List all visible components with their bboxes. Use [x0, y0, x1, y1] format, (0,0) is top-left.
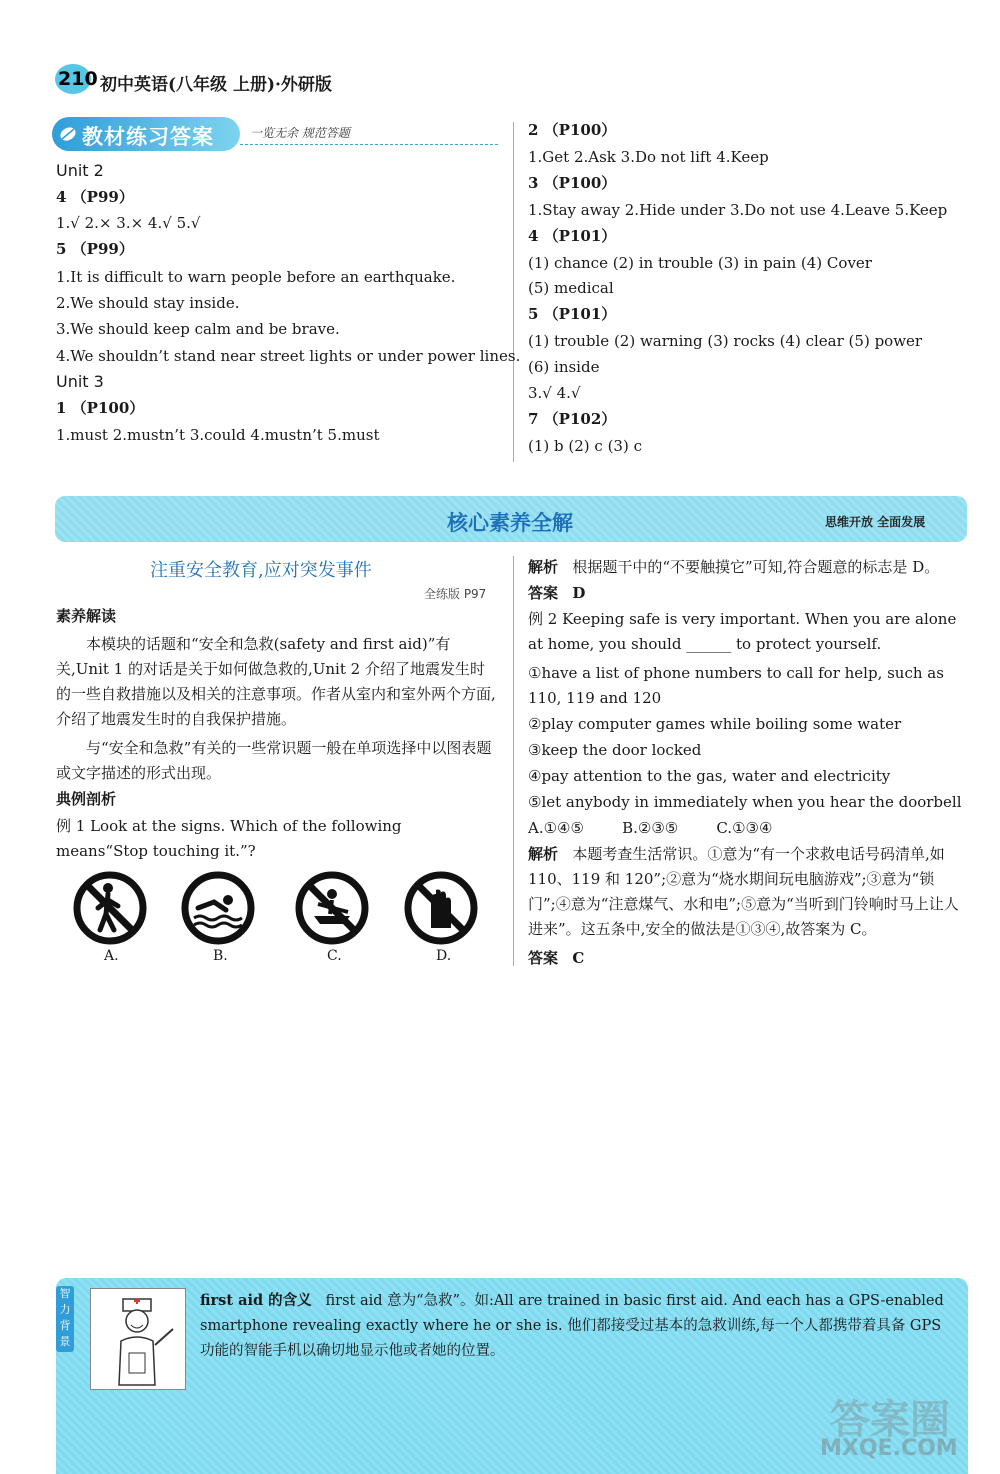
answer-line: 2.We should stay inside.	[56, 294, 240, 312]
answer-line: 1.must 2.mustn’t 3.could 4.mustn’t 5.must	[56, 426, 380, 444]
analysis-2	[528, 842, 968, 942]
answer-line: (5) medical	[528, 279, 614, 297]
page-number: 210	[58, 68, 98, 90]
answer-heading: 4 （P99）	[56, 188, 134, 206]
tip-body: first aid 意为“急救”。如:All are trained in basic first aid. And each has a GPS-enabled smartphone revealing exactly where he or she is. 他们都接受过基本的急救训练,每一个人都携带着具备 GPS 功能的智能手机以确切地显示他或者她的位置。	[200, 1293, 944, 1359]
unit-2-heading: Unit 2	[56, 161, 104, 180]
answer-line: 1.√ 2.× 3.× 4.√ 5.√	[56, 214, 201, 232]
answer-line: 3.√ 4.√	[528, 384, 581, 402]
answer-value: C	[572, 949, 585, 967]
answer-line: 3.We should keep calm and be brave.	[56, 320, 340, 338]
leaf-icon	[58, 124, 78, 144]
answer-line: 1.It is difficult to warn people before an earthquake.	[56, 268, 456, 286]
option-item: ②play computer games while boiling some water	[528, 715, 902, 733]
sign-label-a: A.	[104, 948, 119, 964]
doctor-illustration	[90, 1288, 186, 1390]
answer-heading: 2 （P100）	[528, 121, 617, 139]
answer-label: 答案	[528, 949, 559, 967]
answer-heading: 4 （P101）	[528, 227, 617, 245]
example-heading: 典例剖析	[56, 790, 117, 808]
case-title: 注重安全教育,应对突发事件	[150, 560, 372, 581]
answers-banner-title: 教材练习答案	[82, 125, 214, 149]
column-divider	[513, 122, 514, 462]
answer-label: 答案	[528, 584, 559, 602]
analysis-text: 根据题干中的“不要触摸它”可知,符合题意的标志是 D。	[572, 558, 940, 576]
sign-label-c: C.	[327, 948, 342, 964]
core-banner-subtitle: 思维开放 全面发展	[825, 515, 926, 529]
analysis-text: 本题考查生活常识。①意为“有一个求救电话号码清单,如 110、119 和 120”;②意为“烧水期间玩电脑游戏”;③意为“锁门”;④意为“注意煤气、水和电”;⑤意为“当听到门铃响时马上让人进来”。这五条中,安全的做法是①③④,故答案为 C。	[528, 845, 959, 938]
answer-heading: 5 （P99）	[56, 240, 134, 258]
option-item: ③keep the door locked	[528, 741, 702, 759]
no-walking-icon	[72, 870, 148, 946]
answer-heading: 1 （P100）	[56, 399, 145, 417]
sign-label-d: D.	[436, 948, 452, 964]
answers-banner-subtitle: 一览无余 规范答题	[250, 126, 350, 140]
reading-paragraph: 本模块的话题和“安全和急救(safety and first aid)”有关,Unit 1 的对话是关于如何做急救的,Unit 2 介绍了地震发生时的一些自救措施以及相关的注意事项。作者从室内和室外两个方面,介绍了地震发生时的自我保护措施。	[56, 635, 496, 728]
analysis-label: 解析	[528, 845, 559, 863]
example-1-question: 例 1 Look at the signs. Which of the following means“Stop touching it.”?	[56, 817, 402, 860]
dashed-divider	[240, 144, 498, 145]
unit-3-heading: Unit 3	[56, 372, 104, 391]
watermark-url: MXQE.COM	[820, 1436, 958, 1461]
analysis-label: 解析	[528, 558, 559, 576]
sign-label-b: B.	[213, 948, 228, 964]
answer-value: D	[572, 584, 586, 602]
case-reference: 全练版 P97	[424, 587, 487, 601]
core-banner-title: 核心素养全解	[447, 511, 573, 535]
column-divider	[513, 556, 514, 966]
option-item: ①have a list of phone numbers to call for help, such as 110, 119 and 120	[528, 664, 944, 707]
tip-title: first aid 的含义	[200, 1292, 312, 1309]
no-boating-icon	[294, 870, 370, 946]
tip-tab: 智力背景	[56, 1286, 74, 1352]
reading-paragraph: 与“安全和急救”有关的一些常识题一般在单项选择中以图表题或文字描述的形式出现。	[56, 739, 492, 782]
book-title: 初中英语(八年级 上册)·外研版	[100, 75, 332, 95]
choice-list: A.①④⑤ B.②③⑤ C.①③④	[528, 819, 773, 837]
no-touching-icon	[403, 870, 479, 946]
example-2-question: 例 2 Keeping safe is very important. When you are alone at home, you should ______ to protect yourself.	[528, 610, 957, 653]
answer-line: 1.Stay away 2.Hide under 3.Do not use 4.Leave 5.Keep	[528, 201, 948, 219]
answer-line: (1) chance (2) in trouble (3) in pain (4) Cover	[528, 254, 872, 272]
answer-line: (6) inside	[528, 358, 600, 376]
answer-line: 1.Get 2.Ask 3.Do not lift 4.Keep	[528, 148, 769, 166]
answer-heading: 7 （P102）	[528, 410, 617, 428]
answer-line: (1) trouble (2) warning (3) rocks (4) clear (5) power	[528, 332, 923, 350]
answer-heading: 5 （P101）	[528, 305, 617, 323]
option-item: ⑤let anybody in immediately when you hear the doorbell	[528, 793, 962, 811]
answer-heading: 3 （P100）	[528, 174, 617, 192]
watermark: 答案圈	[830, 1397, 950, 1443]
swimming-icon	[180, 870, 256, 946]
option-item: ④pay attention to the gas, water and electricity	[528, 767, 891, 785]
reading-heading: 素养解读	[56, 607, 117, 625]
answer-line: 4.We shouldn’t stand near street lights or under power lines.	[56, 347, 521, 365]
answer-line: (1) b (2) c (3) c	[528, 437, 642, 455]
